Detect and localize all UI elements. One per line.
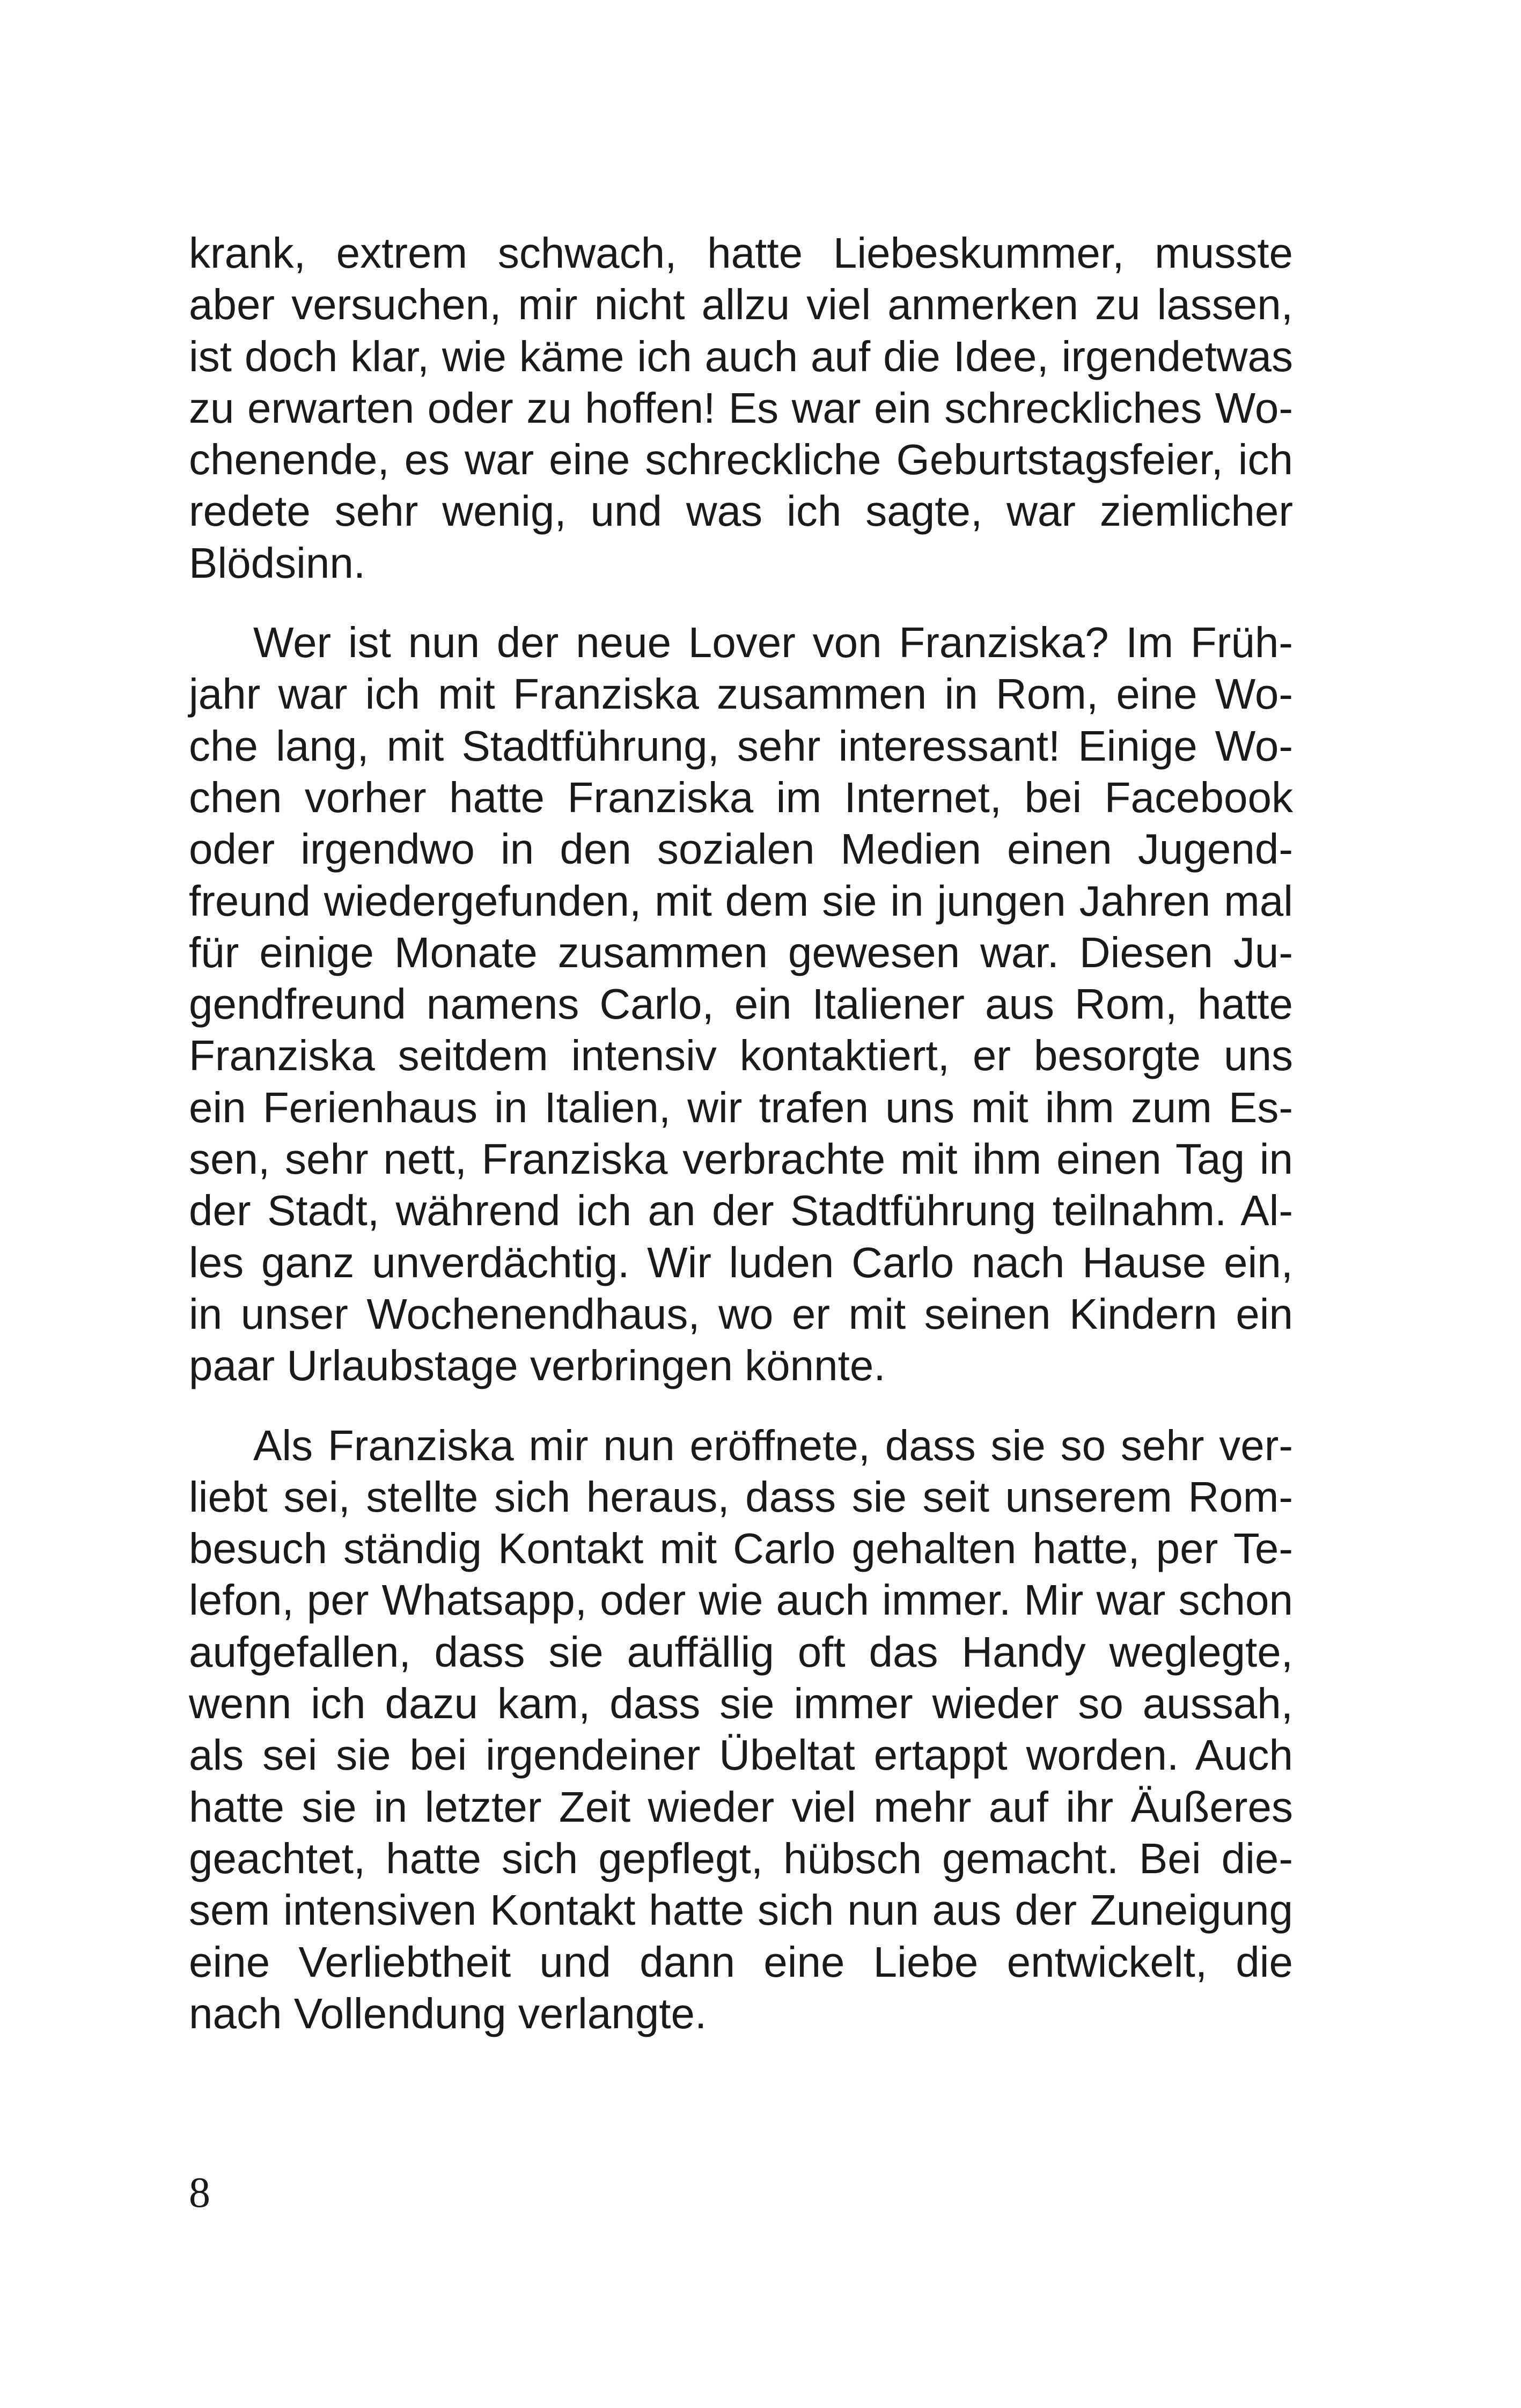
paragraph-spacer: [189, 1392, 1293, 1420]
text-line: Blödsinn.: [189, 539, 366, 587]
text-line: Wer ist nun der neue Lover von Franziska? Im Früh-: [253, 618, 1293, 667]
text-line: gendfreund namens Carlo, ein Italiener aus Rom, hatte: [189, 980, 1293, 1028]
text-line: krank, extrem schwach, hatte Liebeskummer, musste: [189, 229, 1293, 277]
text-line: ist doch klar, wie käme ich auch auf die Idee, irgendetwas: [189, 332, 1293, 380]
paragraph-1: [189, 227, 1293, 589]
paragraph-3: [189, 1420, 1293, 2040]
text-line: wenn ich dazu kam, dass sie immer wieder so aussah,: [189, 1680, 1293, 1728]
text-line: liebt sei, stellte sich heraus, dass sie seit unserem Rom-: [189, 1472, 1293, 1521]
text-line: redete sehr wenig, und was ich sagte, war ziemlicher: [189, 487, 1293, 535]
text-line: lefon, per Whatsapp, oder wie auch immer. Mir war schon: [189, 1576, 1293, 1624]
text-line: in unser Wochenendhaus, wo er mit seinen Kindern ein: [189, 1290, 1293, 1338]
text-line: geachtet, hatte sich gepflegt, hübsch gemacht. Bei die-: [189, 1834, 1293, 1882]
text-line: der Stadt, während ich an der Stadtführung teilnahm. Al-: [189, 1187, 1293, 1235]
text-line: nach Vollendung verlangte.: [189, 1989, 707, 2037]
text-line: sen, sehr nett, Franziska verbrachte mit ihm einen Tag in: [189, 1135, 1293, 1183]
text-line: che lang, mit Stadtführung, sehr interessant! Einige Wo-: [189, 721, 1293, 770]
text-line: chen vorher hatte Franziska im Internet, bei Facebook: [189, 773, 1293, 821]
text-line: freund wiedergefunden, mit dem sie in jungen Jahren mal: [189, 877, 1293, 925]
page-number: 8: [189, 2169, 210, 2216]
body-text: [189, 227, 1293, 2039]
paragraph-spacer: [189, 589, 1293, 617]
text-line: zu erwarten oder zu hoffen! Es war ein schreckliches Wo-: [189, 384, 1293, 432]
text-line: Franziska seitdem intensiv kontaktiert, er besorgte uns: [189, 1032, 1293, 1080]
text-line: chenende, es war eine schreckliche Geburtstagsfeier, ich: [189, 436, 1293, 484]
text-line: sem intensiven Kontakt hatte sich nun aus der Zuneigung: [189, 1886, 1293, 1934]
text-line: ein Ferienhaus in Italien, wir trafen uns mit ihm zum Es-: [189, 1083, 1293, 1131]
text-line: besuch ständig Kontakt mit Carlo gehalten hatte, per Te-: [189, 1525, 1293, 1573]
text-line: aufgefallen, dass sie auffällig oft das Handy weglegte,: [189, 1628, 1293, 1676]
text-line: Als Franziska mir nun eröffnete, dass sie so sehr ver-: [253, 1421, 1293, 1469]
text-line: hatte sie in letzter Zeit wieder viel mehr auf ihr Äußeres: [189, 1783, 1293, 1831]
text-line: aber versuchen, mir nicht allzu viel anmerken zu lassen,: [189, 281, 1293, 329]
text-line: oder irgendwo in den sozialen Medien einen Jugend-: [189, 825, 1293, 873]
text-line: als sei sie bei irgendeiner Übeltat ertappt worden. Auch: [189, 1731, 1293, 1779]
text-line: les ganz unverdächtig. Wir luden Carlo nach Hause ein,: [189, 1238, 1293, 1286]
text-line: jahr war ich mit Franziska zusammen in Rom, eine Wo-: [189, 670, 1293, 718]
text-line: paar Urlaubstage verbringen könnte.: [189, 1342, 886, 1390]
text-line: für einige Monate zusammen gewesen war. Diesen Ju-: [189, 928, 1293, 976]
paragraph-2: [189, 617, 1293, 1391]
text-line: eine Verliebtheit und dann eine Liebe entwickelt, die: [189, 1938, 1293, 1986]
